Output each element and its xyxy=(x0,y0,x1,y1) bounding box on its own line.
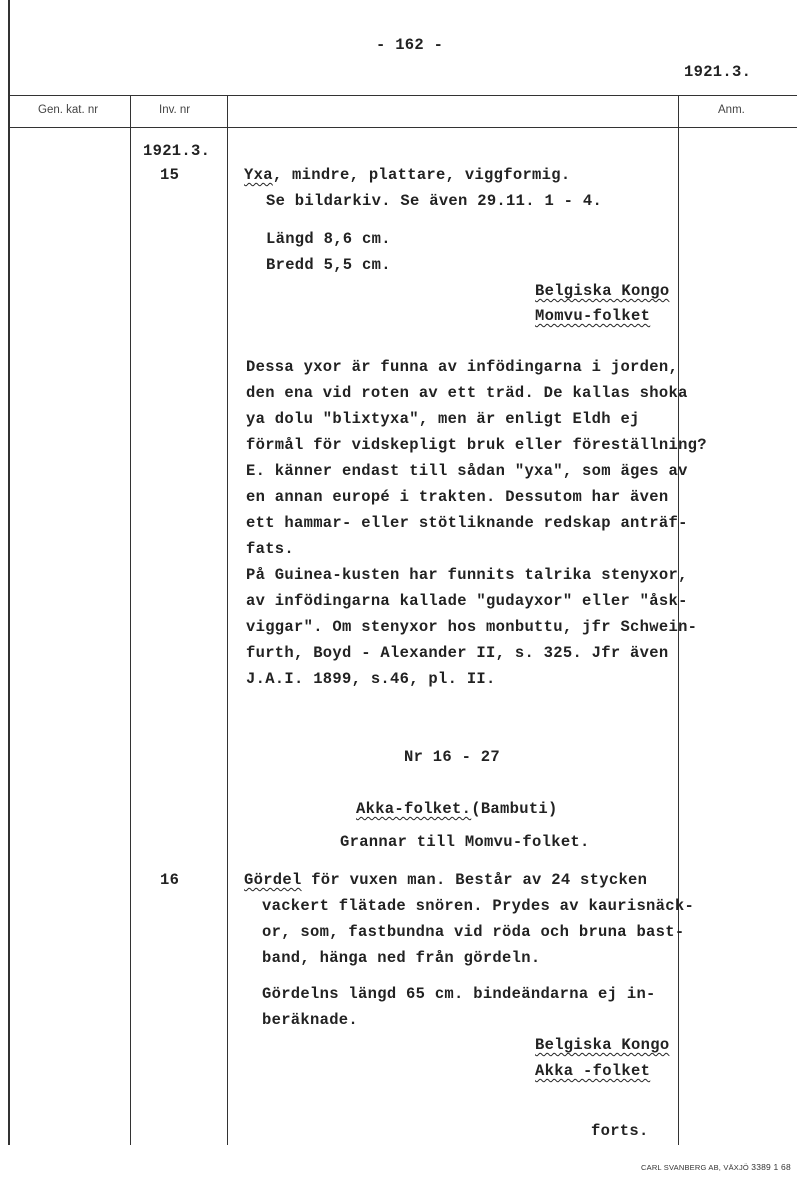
note-line: en annan europé i trakten. Dessutom har även xyxy=(246,488,669,506)
column-divider-2 xyxy=(227,95,228,1145)
footer-printer-name: CARL SVANBERG AB, VÄXJÖ xyxy=(641,1163,749,1172)
note-line: E. känner endast till sådan "yxa", som äges av xyxy=(246,462,688,480)
note-line: Dessa yxor är funna av infödingarna i jorden, xyxy=(246,358,679,376)
inv-number: 15 xyxy=(160,166,180,184)
note-line: förmål för vidskepligt bruk eller föreställning? xyxy=(246,436,707,454)
footer-printer xyxy=(641,1162,791,1172)
note-line: av infödingarna kallade "gudayxor" eller "åsk- xyxy=(246,592,688,610)
origin-people: Akka -folket xyxy=(535,1062,651,1080)
neighbors-note: Grannar till Momvu-folket. xyxy=(340,833,590,851)
entry-line: beräknade. xyxy=(262,1011,359,1029)
entry-line: Längd 8,6 cm. xyxy=(266,230,391,248)
entry-title-word: Yxa xyxy=(244,166,273,184)
note-line: furth, Boyd - Alexander II, s. 325. Jfr även xyxy=(246,644,669,662)
left-margin-line xyxy=(8,0,10,1145)
entry-title xyxy=(244,166,570,184)
entry-line: Se bildarkiv. Se även 29.11. 1 - 4. xyxy=(266,192,603,210)
people-heading-name: Akka-folket. xyxy=(356,800,472,818)
inv-number: 16 xyxy=(160,871,180,889)
footer-code: 3389 1 68 xyxy=(751,1162,791,1172)
entry-line: vackert flätade snören. Prydes av kaurisnäck- xyxy=(262,897,695,915)
entry-line: Bredd 5,5 cm. xyxy=(266,256,391,274)
page-number: - 162 - xyxy=(376,36,444,54)
column-divider-1 xyxy=(130,95,131,1145)
origin-country: Belgiska Kongo xyxy=(535,282,670,300)
column-header-inv: Inv. nr xyxy=(159,104,191,116)
note-line: ya dolu "blixtyxa", men är enligt Eldh ej xyxy=(246,410,640,428)
entry-line: Gördelns längd 65 cm. bindeändarna ej in- xyxy=(262,985,656,1003)
entry-title-rest: , mindre, plattare, viggformig. xyxy=(272,166,571,184)
continued-note: forts. xyxy=(591,1122,649,1140)
entry-title-word: Gördel xyxy=(244,871,302,889)
inv-ref: 1921.3. xyxy=(143,142,211,160)
entry-line: band, hänga ned från gördeln. xyxy=(262,949,541,967)
note-line: den ena vid roten av ett träd. De kallas shoka xyxy=(246,384,688,402)
entry-title xyxy=(244,871,647,889)
people-heading xyxy=(356,800,558,818)
note-line: viggar". Om stenyxor hos monbuttu, jfr Schwein- xyxy=(246,618,698,636)
origin-country: Belgiska Kongo xyxy=(535,1036,670,1054)
entry-title-rest: för vuxen man. Består av 24 stycken xyxy=(301,871,648,889)
origin-people: Momvu-folket xyxy=(535,307,651,325)
column-header-anm: Anm. xyxy=(718,104,745,116)
note-line: ett hammar- eller stötliknande redskap anträf- xyxy=(246,514,688,532)
column-header-gen-kat: Gen. kat. nr xyxy=(38,104,99,116)
note-line: J.A.I. 1899, s.46, pl. II. xyxy=(246,670,496,688)
note-line: På Guinea-kusten har funnits talrika stenyxor, xyxy=(246,566,688,584)
top-right-ref: 1921.3. xyxy=(684,63,752,81)
entry-line: or, som, fastbundna vid röda och bruna bast- xyxy=(262,923,685,941)
range-heading: Nr 16 - 27 xyxy=(404,748,501,766)
note-line: fats. xyxy=(246,540,295,558)
people-heading-alt: (Bambuti) xyxy=(471,800,558,818)
